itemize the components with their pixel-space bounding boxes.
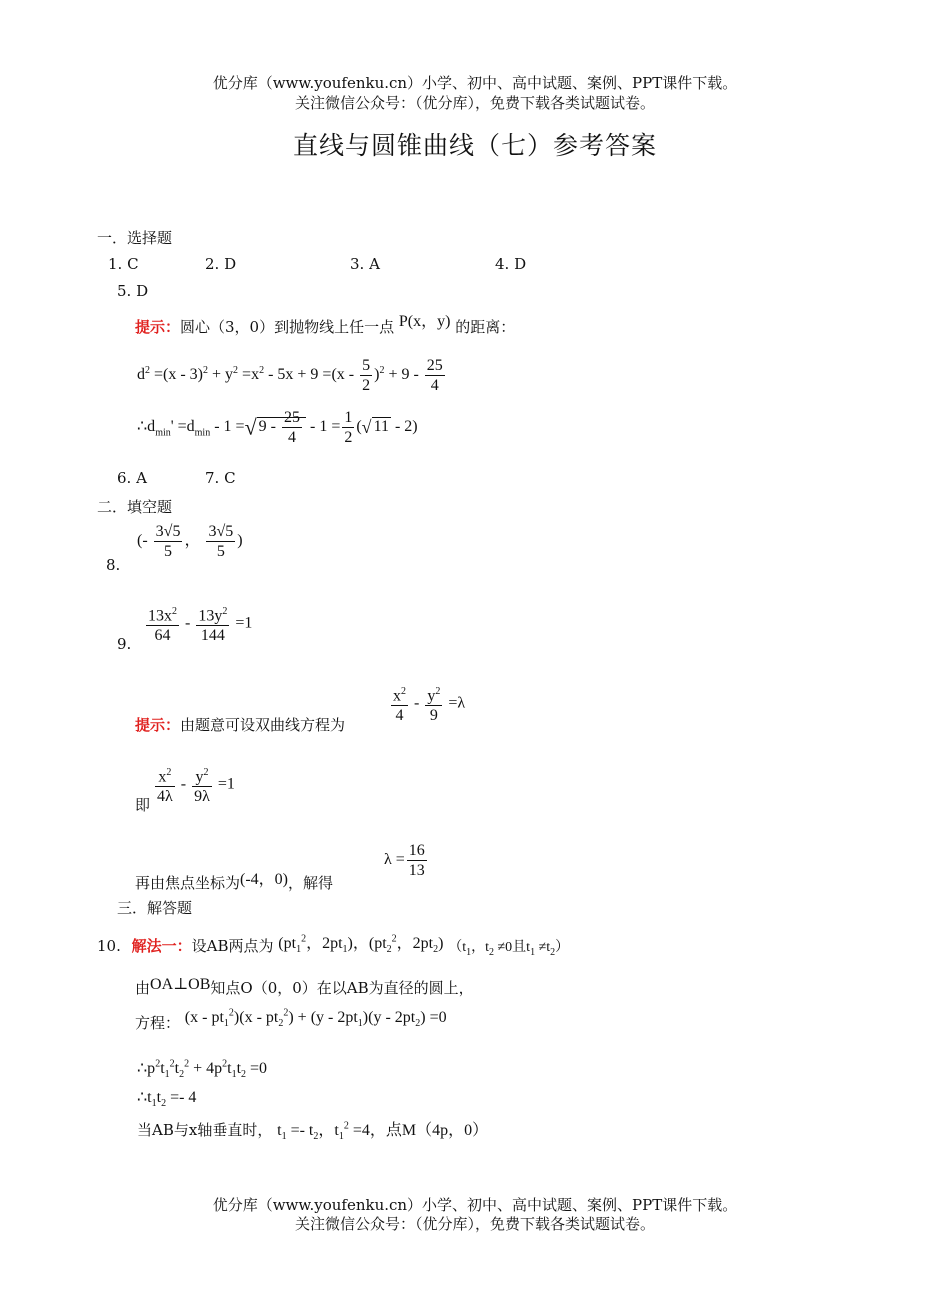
section1-heading: 一．选择题 (97, 229, 173, 247)
points-condition: （$t_1$，$t_2 \ne 0$且$t_1 \ne t_2$） (448, 940, 570, 958)
q8-answer: (- $\frac{3√5}{5}$ ， $\frac{3√5}{5}$ ) (137, 523, 243, 560)
hint-label: 提示： (135, 318, 181, 336)
answer-3: 3. A (350, 255, 380, 273)
answer-2: 2. D (205, 255, 237, 273)
answer-7: 7. C (205, 469, 236, 487)
lambda-value: λ = $\frac{16}{13}$ (384, 842, 425, 879)
header-line-2: 关注微信公众号：（优分库），免费下载各类试题试卷。 (294, 94, 655, 112)
hint2-text: 由题意可设双曲线方程为 (180, 716, 346, 734)
q10-label: 10. (97, 937, 121, 955)
perp-expr: OA⊥OB (150, 976, 211, 993)
distance-formula: $d^2 =(x - 3)^2 + y^2 =x^2 - 5x + 9 =(x$ - $\frac{5}{2}$ )$^2$ + 9 - $\frac{25}{4}$ (137, 357, 443, 394)
answer-5: 5. D (117, 282, 149, 300)
hint-2 (135, 714, 345, 735)
set-text: 设AB两点为 (191, 937, 274, 955)
perpendicular-case (137, 1117, 488, 1142)
hint-tail: 的距离： (455, 318, 516, 336)
section2-heading: 二．填空题 (97, 498, 173, 516)
min-distance-formula: $\therefore d_{min}' =d_{min} - 1$ =√ 9 - $\frac{25}{4}$ - 1 = $\frac{1}{2}$ (√ 11 - 2) (137, 409, 418, 446)
answer-6: 6. A (117, 469, 147, 487)
perpendicular-case-math: $t_1 =- t_2$，$t_1^2 =4$，点M（4p，0） (277, 1120, 489, 1143)
points-ab: ($pt_1^2$，$2pt_1$)，($pt_2^2$，$2pt_2$) (278, 933, 444, 956)
when-text: 当AB与x轴垂直时， (137, 1121, 273, 1139)
header-line-1: 优分库（www.youfenku.cn）小学、初中、高中试题、案例、PPT课件下载。 (212, 74, 738, 92)
focus-text: 再由焦点坐标为 (135, 874, 241, 892)
hyperbola-lambda: $\frac{x^2}{4}$ - $\frac{y^2}{9}$ =λ (389, 682, 465, 725)
perp-line (135, 977, 474, 998)
q10-line (97, 933, 569, 958)
answer-1: 1. C (108, 255, 139, 273)
circle-text: 知点O（0，0）在以AB为直径的圆上， (210, 979, 474, 997)
answer-4: 4. D (495, 255, 527, 273)
eq-line (135, 1007, 447, 1035)
focus-point: (-4，0) (240, 871, 289, 888)
hint-text: 圆心（3，0）到抛物线上任一点 (180, 318, 395, 336)
product-eq: $\therefore p^2t_1^2t_2^2 + 4p^2t_1t_2 =0$ (137, 1058, 268, 1081)
solve-text: ，解得 (288, 874, 334, 892)
t1t2-eq: $\therefore t_1t_2 =- 4$ (137, 1089, 197, 1110)
hint2-label: 提示： (135, 716, 181, 734)
footer-line-2: 关注微信公众号：（优分库），免费下载各类试题试卷。 (294, 1215, 655, 1233)
hint-point: P(x，y) (398, 313, 451, 330)
footer-line-1: 优分库（www.youfenku.cn）小学、初中、高中试题、案例、PPT课件下载。 (212, 1196, 738, 1214)
q8-label: 8. (106, 556, 121, 574)
q9-answer: $\frac{13x^2}{64}$ - $\frac{13y^2}{144}$ =1 (144, 602, 252, 645)
focus-line (135, 870, 333, 893)
circle-eq: $(x - pt_1^2)(x - pt_2^2) + (y - 2pt_1)(y - 2pt_2) =0$ (184, 1007, 447, 1030)
hyperbola-eq: $\frac{x^2}{4\lambda}$ - $\frac{y^2}{9\lambda}$ =1 (153, 763, 235, 806)
from-text: 由 (135, 979, 151, 997)
q9-label: 9. (117, 635, 132, 653)
hint-1 (135, 314, 515, 337)
section3-heading: 三．解答题 (117, 899, 193, 917)
page-title: 直线与圆锥曲线（七）参考答案 (292, 131, 657, 160)
eq-label: 方程： (135, 1014, 181, 1032)
ji-label: 即 (135, 796, 151, 814)
method-label: 解法一： (131, 937, 192, 955)
